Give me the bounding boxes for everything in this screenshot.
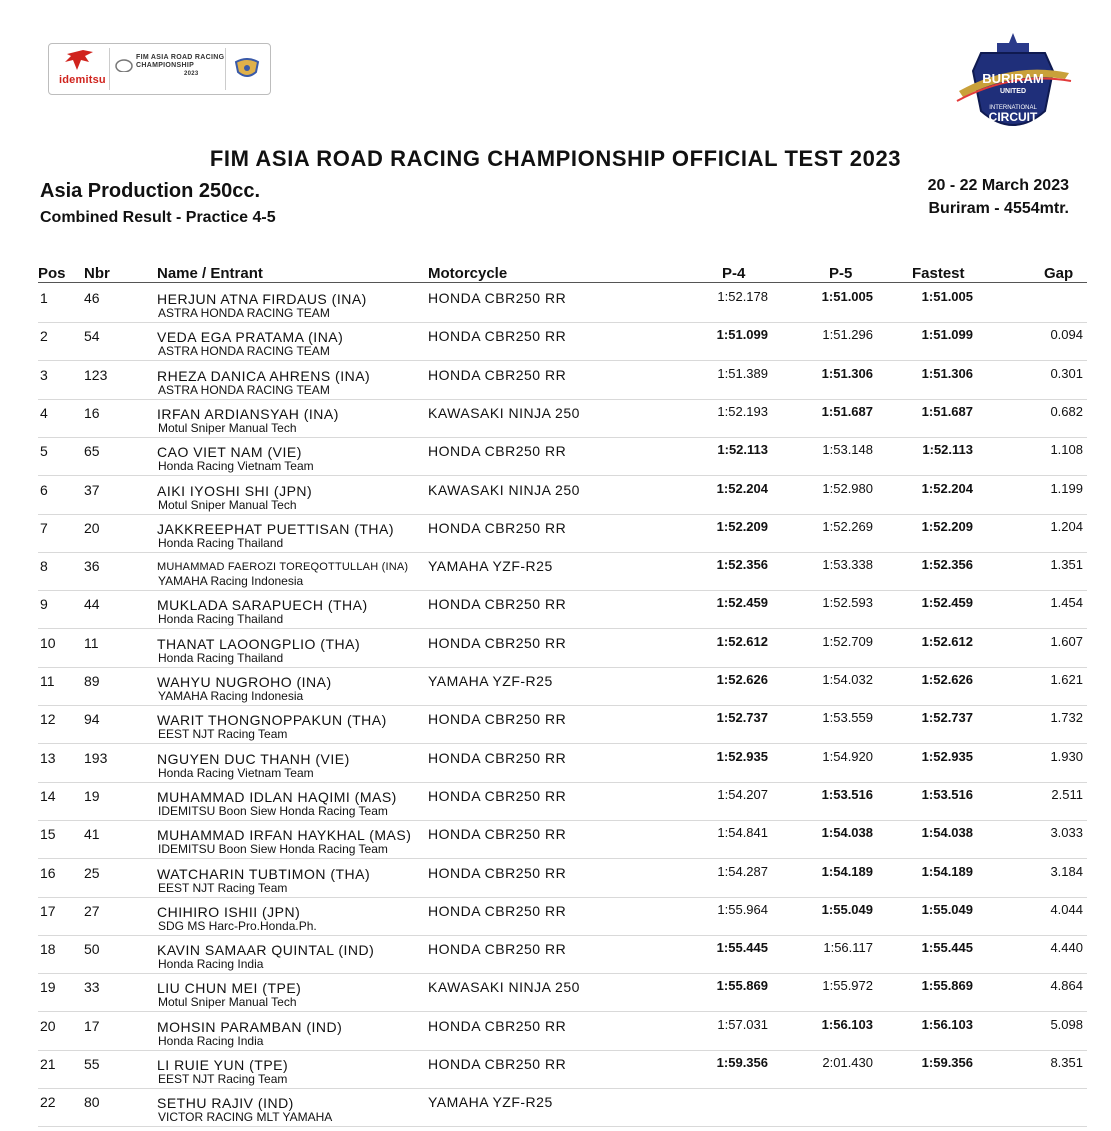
entrant-team: Honda Racing Vietnam Team — [158, 765, 314, 780]
motorcycle-cell: YAMAHA YZF-R25 — [428, 1094, 553, 1111]
number-cell: 94 — [84, 711, 100, 728]
gap-cell: 1.108 — [1050, 442, 1083, 458]
position-cell: 20 — [40, 1017, 56, 1034]
gap-cell: 1.454 — [1050, 595, 1083, 611]
rider-name: AIKI IYOSHI SHI (JPN) — [157, 482, 313, 499]
table-row — [38, 476, 1087, 515]
p5-time: 1:54.920 — [822, 748, 873, 764]
fastest-time: 1:52.209 — [921, 518, 973, 534]
entrant-team: YAMAHA Racing Indonesia — [158, 689, 304, 703]
rider-name: LIU CHUN MEI (TPE) — [157, 980, 302, 997]
p4-time: 1:52.612 — [716, 633, 768, 649]
motorcycle-cell: YAMAHA YZF-R25 — [428, 558, 553, 575]
rider-name: SETHU RAJIV (IND) — [157, 1095, 294, 1112]
table-row — [38, 782, 1087, 821]
class-title: Asia Production 250cc. — [40, 180, 261, 202]
p5-time: 1:52.593 — [822, 595, 873, 611]
p4-time: 1:54.841 — [717, 825, 768, 841]
gap-cell: 1.199 — [1050, 480, 1083, 496]
rider-name: HERJUN ATNA FIRDAUS (INA) — [157, 291, 367, 307]
p5-time: 1:56.117 — [823, 940, 873, 956]
position-cell: 12 — [40, 711, 56, 728]
fastest-time: 1:54.189 — [921, 863, 973, 879]
gap-cell: 4.864 — [1050, 978, 1083, 994]
table-row — [38, 744, 1087, 783]
position-cell: 15 — [40, 826, 56, 843]
p4-time: 1:52.459 — [716, 595, 768, 611]
table-row — [38, 590, 1087, 629]
number-cell: 37 — [84, 481, 100, 498]
motorcycle-cell: HONDA CBR250 RR — [428, 443, 567, 460]
col-header-nbr: Nbr — [84, 265, 110, 282]
entrant-team: IDEMITSU Boon Siew Honda Racing Team — [158, 803, 388, 818]
position-cell: 2 — [40, 328, 48, 345]
p5-time: 1:55.049 — [821, 901, 873, 917]
entrant-team: YAMAHA Racing Indonesia — [158, 574, 304, 589]
fastest-time: 1:55.049 — [921, 901, 973, 917]
entrant-team: ASTRA HONDA RACING TEAM — [158, 306, 330, 320]
number-cell: 123 — [84, 366, 108, 383]
svg-text:BURIRAM: BURIRAM — [982, 71, 1044, 86]
gap-cell: 3.033 — [1050, 825, 1083, 841]
p4-time: 1:59.356 — [716, 1055, 768, 1070]
table-row — [38, 935, 1087, 974]
position-cell: 7 — [40, 519, 48, 536]
fastest-time: 1:52.612 — [921, 633, 973, 649]
motorcycle-cell: HONDA CBR250 RR — [428, 941, 567, 958]
table-row — [38, 705, 1087, 744]
position-cell: 16 — [40, 864, 56, 881]
motorcycle-cell: HONDA CBR250 RR — [428, 290, 567, 306]
gap-cell: 1.621 — [1050, 672, 1083, 687]
gap-cell: 0.301 — [1050, 365, 1083, 381]
position-cell: 9 — [40, 596, 48, 613]
entrant-team: IDEMITSU Boon Siew Honda Racing Team — [158, 842, 388, 857]
motorcycle-cell: HONDA CBR250 RR — [428, 711, 567, 728]
p4-time: 1:52.737 — [716, 710, 768, 726]
p4-time: 1:52.209 — [716, 518, 768, 534]
motorcycle-cell: HONDA CBR250 RR — [428, 749, 567, 766]
gap-cell: 1.204 — [1050, 518, 1083, 534]
logo-divider — [225, 48, 226, 90]
entrant-team: Honda Racing Vietnam Team — [158, 459, 314, 474]
table-row — [38, 973, 1087, 1012]
motorcycle-cell: YAMAHA YZF-R25 — [428, 673, 553, 689]
table-row — [38, 629, 1087, 668]
position-cell: 5 — [40, 443, 48, 460]
position-cell: 21 — [40, 1056, 56, 1072]
p4-time: 1:54.207 — [717, 786, 768, 802]
p5-time: 1:54.189 — [821, 863, 873, 879]
idemitsu-wordmark: idemitsu — [59, 74, 106, 86]
col-header-p5: P-5 — [829, 265, 853, 282]
p5-time: 1:53.516 — [821, 786, 873, 802]
rider-name: MUKLADA SARAPUECH (THA) — [157, 597, 368, 614]
number-cell: 36 — [84, 558, 100, 575]
position-cell: 18 — [40, 941, 56, 958]
gap-cell: 0.094 — [1050, 327, 1083, 343]
number-cell: 20 — [84, 519, 100, 536]
p5-time: 1:53.559 — [822, 710, 873, 726]
p4-time: 1:54.287 — [717, 863, 768, 879]
motorcycle-cell: HONDA CBR250 RR — [428, 596, 567, 613]
logo-divider — [109, 48, 110, 90]
position-cell: 14 — [40, 787, 56, 804]
p5-time: 1:55.972 — [822, 978, 873, 994]
motorcycle-cell: HONDA CBR250 RR — [428, 864, 567, 881]
p5-time: 1:51.306 — [821, 365, 873, 381]
rider-name: MUHAMMAD IRFAN HAYKHAL (MAS) — [157, 827, 412, 844]
gap-cell: 1.930 — [1050, 748, 1083, 764]
event-date: 20 - 22 March 2023 — [927, 177, 1069, 194]
fastest-time: 1:52.459 — [921, 595, 973, 611]
event-venue: Buriram - 4554mtr. — [928, 200, 1069, 217]
idemitsu-logo-icon — [63, 48, 97, 74]
number-cell: 17 — [84, 1017, 100, 1034]
p4-time: 1:52.935 — [716, 748, 768, 764]
table-row — [38, 514, 1087, 553]
fastest-time: 1:53.516 — [921, 786, 973, 802]
header-rule — [38, 282, 1087, 283]
number-cell: 89 — [84, 673, 100, 689]
position-cell: 19 — [40, 979, 56, 996]
fastest-time: 1:51.005 — [921, 289, 973, 304]
svg-text:INTERNATIONAL: INTERNATIONAL — [989, 105, 1037, 111]
p4-time: 1:52.204 — [716, 480, 768, 496]
gap-cell: 4.440 — [1050, 940, 1083, 956]
position-cell: 22 — [40, 1094, 56, 1111]
table-row — [38, 552, 1087, 591]
table-row — [38, 820, 1087, 859]
p5-time: 1:51.296 — [822, 327, 873, 343]
p5-time: 1:51.687 — [821, 403, 873, 419]
gap-cell: 4.044 — [1050, 901, 1083, 917]
number-cell: 25 — [84, 864, 100, 881]
entrant-team: Honda Racing India — [158, 1033, 264, 1048]
number-cell: 41 — [84, 826, 100, 843]
p4-time: 1:52.356 — [716, 557, 768, 573]
gap-cell: 1.351 — [1050, 557, 1083, 573]
p4-time: 1:55.964 — [717, 901, 768, 917]
gap-cell: 5.098 — [1050, 1016, 1083, 1032]
entrant-team: Motul Sniper Manual Tech — [158, 420, 297, 435]
p4-time: 1:51.099 — [716, 327, 768, 343]
p5-time: 2:01.430 — [822, 1055, 873, 1070]
fastest-time: 1:52.935 — [921, 748, 973, 764]
gap-cell: 2.511 — [1051, 786, 1083, 802]
fastest-time: 1:52.626 — [921, 672, 973, 687]
entrant-team: Honda Racing Thailand — [158, 612, 284, 627]
entrant-team: Honda Racing Thailand — [158, 650, 284, 665]
p5-time: 1:52.269 — [822, 518, 873, 534]
motorcycle-cell: KAWASAKI NINJA 250 — [428, 481, 580, 498]
col-header-gap: Gap — [1044, 265, 1074, 282]
p5-time: 1:54.038 — [821, 825, 873, 841]
p4-time: 1:52.178 — [717, 289, 768, 304]
p4-time: 1:51.389 — [717, 365, 768, 381]
motorcycle-cell: HONDA CBR250 RR — [428, 1017, 567, 1034]
p5-time: 1:56.103 — [821, 1016, 873, 1032]
fastest-time: 1:52.737 — [921, 710, 973, 726]
entrant-team: VICTOR RACING MLT YAMAHA — [158, 1110, 333, 1125]
rider-name: MUHAMMAD IDLAN HAQIMI (MAS) — [157, 788, 397, 805]
fastest-time: 1:54.038 — [921, 825, 973, 841]
table-row — [38, 667, 1087, 706]
motorcycle-cell: HONDA CBR250 RR — [428, 366, 567, 383]
session-subtitle: Combined Result - Practice 4-5 — [40, 209, 276, 226]
gap-cell: 8.351 — [1050, 1055, 1083, 1070]
col-header-motorcycle: Motorcycle — [428, 265, 508, 282]
gap-cell: 1.732 — [1050, 710, 1083, 726]
entrant-team: EEST NJT Racing Team — [158, 1072, 288, 1086]
number-cell: 33 — [84, 979, 100, 996]
position-cell: 13 — [40, 749, 56, 766]
motorcycle-cell: HONDA CBR250 RR — [428, 634, 567, 651]
p5-time: 1:53.338 — [822, 557, 873, 573]
table-row — [38, 859, 1087, 898]
number-cell: 16 — [84, 404, 100, 421]
col-header-name: Name / Entrant — [157, 265, 263, 282]
table-row — [38, 1050, 1087, 1089]
entrant-team: Motul Sniper Manual Tech — [158, 497, 297, 512]
entrant-team: EEST NJT Racing Team — [158, 880, 288, 895]
fastest-time: 1:52.204 — [921, 480, 973, 496]
fastest-time: 1:59.356 — [921, 1055, 973, 1070]
number-cell: 55 — [84, 1056, 100, 1072]
table-row — [38, 437, 1087, 476]
entrant-team: Honda Racing India — [158, 957, 264, 972]
rider-name: WARIT THONGNOPPAKUN (THA) — [157, 712, 387, 729]
rider-name: LI RUIE YUN (TPE) — [157, 1057, 289, 1073]
entrant-team: ASTRA HONDA RACING TEAM — [158, 382, 330, 397]
number-cell: 44 — [84, 596, 100, 613]
entrant-team: Motul Sniper Manual Tech — [158, 995, 297, 1010]
entrant-team: Honda Racing Thailand — [158, 535, 284, 550]
fastest-time: 1:51.687 — [921, 403, 973, 419]
rider-name: MUHAMMAD FAEROZI TOREQOTTULLAH (INA) — [157, 561, 409, 574]
p4-time: 1:52.626 — [716, 672, 768, 687]
entrant-team: EEST NJT Racing Team — [158, 727, 288, 742]
motorcycle-cell: HONDA CBR250 RR — [428, 902, 567, 919]
number-cell: 11 — [84, 634, 99, 651]
gap-cell: 0.682 — [1050, 403, 1083, 419]
table-row — [38, 1012, 1087, 1051]
rider-name: CHIHIRO ISHII (JPN) — [157, 903, 301, 920]
motorcycle-cell: HONDA CBR250 RR — [428, 1056, 567, 1072]
p4-time: 1:52.193 — [717, 403, 768, 419]
rider-name: WAHYU NUGROHO (INA) — [157, 674, 332, 690]
entrant-team: ASTRA HONDA RACING TEAM — [158, 344, 330, 359]
p5-time: 1:52.709 — [822, 633, 873, 649]
rider-name: MOHSIN PARAMBAN (IND) — [157, 1018, 343, 1035]
fastest-time: 1:55.869 — [921, 978, 973, 994]
rider-name: VEDA EGA PRATAMA (INA) — [157, 329, 344, 346]
position-cell: 3 — [40, 366, 48, 383]
fastest-time: 1:51.099 — [921, 327, 973, 343]
table-row — [38, 1088, 1087, 1127]
crest-icon — [234, 58, 260, 80]
table-row — [38, 897, 1087, 936]
svg-text:CIRCUIT: CIRCUIT — [988, 110, 1038, 124]
motorcycle-cell: KAWASAKI NINJA 250 — [428, 404, 580, 421]
number-cell: 50 — [84, 941, 100, 958]
number-cell: 193 — [84, 749, 108, 766]
rider-name: RHEZA DANICA AHRENS (INA) — [157, 367, 371, 384]
fastest-time: 1:52.356 — [921, 557, 973, 573]
rider-name: NGUYEN DUC THANH (VIE) — [157, 750, 350, 767]
fastest-time: 1:52.113 — [922, 442, 973, 458]
col-header-p4: P-4 — [722, 265, 746, 282]
table-row — [38, 322, 1087, 361]
table-row — [38, 284, 1087, 323]
p5-time: 1:51.005 — [821, 289, 873, 304]
motorcycle-cell: HONDA CBR250 RR — [428, 787, 567, 804]
rider-name: WATCHARIN TUBTIMON (THA) — [157, 865, 371, 882]
number-cell: 65 — [84, 443, 100, 460]
gap-cell: 3.184 — [1050, 863, 1083, 879]
p5-time: 1:54.032 — [822, 672, 873, 687]
helmet-icon — [115, 58, 133, 72]
number-cell: 46 — [84, 290, 100, 306]
rider-name: THANAT LAOONGPLIO (THA) — [157, 635, 361, 652]
col-header-pos: Pos — [38, 265, 66, 282]
rider-name: JAKKREEPHAT PUETTISAN (THA) — [157, 520, 395, 537]
number-cell: 27 — [84, 902, 100, 919]
motorcycle-cell: HONDA CBR250 RR — [428, 328, 567, 345]
position-cell: 4 — [40, 404, 48, 421]
rider-name: CAO VIET NAM (VIE) — [157, 444, 302, 461]
position-cell: 10 — [40, 634, 56, 651]
p4-time: 1:55.869 — [716, 978, 768, 994]
sponsor-logo-box — [48, 43, 271, 95]
svg-text:UNITED: UNITED — [999, 88, 1027, 95]
gap-cell: 1.607 — [1050, 633, 1083, 649]
fim-asia-logo-text: FIM ASIA ROAD RACING CHAMPIONSHIP 2023 — [136, 54, 225, 77]
number-cell: 19 — [84, 787, 100, 804]
number-cell: 80 — [84, 1094, 100, 1111]
p4-time: 1:52.113 — [717, 442, 768, 458]
p4-time: 1:55.445 — [716, 940, 768, 956]
position-cell: 11 — [40, 673, 55, 689]
position-cell: 6 — [40, 481, 48, 498]
motorcycle-cell: HONDA CBR250 RR — [428, 826, 567, 843]
p4-time: 1:57.031 — [717, 1016, 768, 1032]
p5-time: 1:53.148 — [822, 442, 873, 458]
p5-time: 1:52.980 — [822, 480, 873, 496]
col-header-fastest: Fastest — [912, 265, 965, 282]
number-cell: 54 — [84, 328, 100, 345]
fastest-time: 1:51.306 — [921, 365, 973, 381]
page-title: FIM ASIA ROAD RACING CHAMPIONSHIP OFFICIAL TEST 2023 — [209, 146, 902, 171]
rider-name: IRFAN ARDIANSYAH (INA) — [157, 405, 339, 422]
motorcycle-cell: HONDA CBR250 RR — [428, 519, 567, 536]
table-row — [38, 399, 1087, 438]
buriram-circuit-logo — [953, 31, 1073, 141]
entrant-team: SDG MS Harc-Pro.Honda.Ph. — [158, 918, 317, 933]
motorcycle-cell: KAWASAKI NINJA 250 — [428, 979, 580, 996]
fastest-time: 1:55.445 — [921, 940, 973, 956]
position-cell: 17 — [40, 902, 56, 919]
rider-name: KAVIN SAMAAR QUINTAL (IND) — [157, 942, 375, 959]
position-cell: 1 — [40, 290, 48, 306]
fastest-time: 1:56.103 — [921, 1016, 973, 1032]
table-row — [38, 361, 1087, 400]
position-cell: 8 — [40, 558, 48, 575]
